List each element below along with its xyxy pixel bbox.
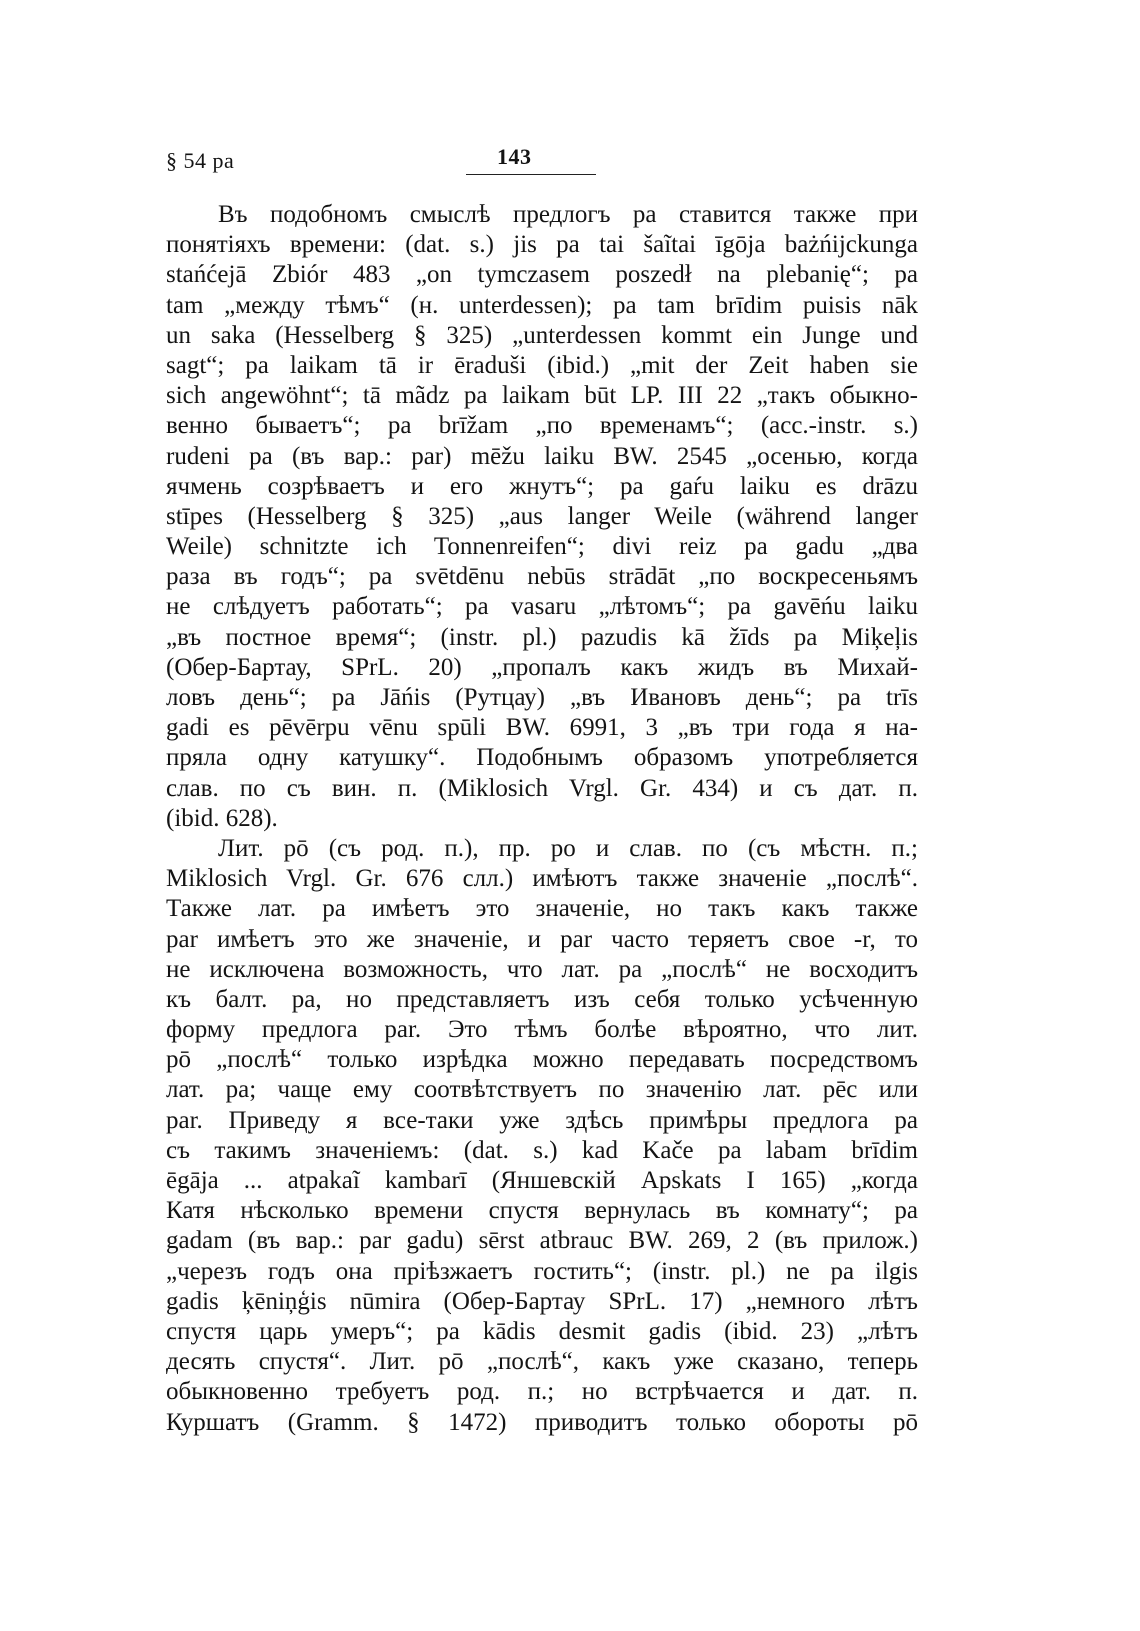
text-line: sagt“; pa laikam tā ir ēraduši (ibid.) „mit der Zeit haben sie <box>166 351 918 379</box>
header-rule <box>466 174 596 175</box>
text-line: (Обер-Бартау, SPrL. 20) „пропалъ какъ жидъ въ Михай- <box>166 653 918 681</box>
text-line: обыкновенно требуетъ род. п.; но встрѣчается и дат. п. <box>166 1378 918 1406</box>
page-number: 143 <box>497 144 532 169</box>
text-line: gadam (въ вар.: par gadu) sērst atbrauc BW. 269, 2 (въ прилож.) <box>166 1227 918 1255</box>
text-line: спустя царь умеръ“; pa kādis desmit gadis (ibid. 23) „лѣтъ <box>166 1317 918 1345</box>
text-line: sich angewöhnt“; tā mãdz pa laikam būt LP. III 22 „такъ обыкно- <box>166 382 918 410</box>
text-line: пряла одну катушку“. Подобнымъ образомъ употребляется <box>166 744 918 772</box>
text-line: stańćejā Zbiór 483 „on tymczasem poszedł na plebanię“; pa <box>166 261 918 289</box>
section-reference: § 54 pa <box>166 148 235 173</box>
text-line: Въ подобномъ смыслѣ предлогъ pa ставится также при <box>218 201 918 228</box>
text-line: ячмень созрѣваетъ и его жнутъ“; pa gaŕu laiku es drāzu <box>166 472 918 500</box>
text-line: Weile) schnitzte ich Tonnenreifen“; divi reiz pa gadu „два <box>166 533 918 561</box>
text-line: pō „послѣ“ только изрѣдка можно передавать посредствомъ <box>166 1046 918 1074</box>
text-line: венно бываетъ“; pa brīžam „по временамъ“; (acc.-instr. s.) <box>166 412 918 440</box>
text-line: къ балт. pa, но представляетъ изъ себя только усѣченную <box>166 985 918 1013</box>
text-line: не исключена возможность, что лат. pa „послѣ“ не восходитъ <box>166 955 918 983</box>
text-line: tam „между тѣмъ“ (н. unterdessen); pa tam brīdim puisis nāk <box>166 291 918 319</box>
body-text <box>166 200 918 1438</box>
text-line: Лит. pō (съ род. п.), пр. po и слав. по (съ мѣстн. п.; <box>218 834 918 862</box>
text-line: un saka (Hesselberg § 325) „unterdessen kommt ein Junge und <box>166 321 918 349</box>
text-line: форму предлога par. Это тѣмъ болѣе вѣроятно, что лит. <box>166 1016 918 1044</box>
text-line: не слѣдуетъ работать“; pa vasaru „лѣтомъ“; pa gavēńu laiku <box>166 593 918 621</box>
text-line: Также лат. pa имѣетъ это значеніе, но такъ какъ также <box>166 895 918 923</box>
text-line: лат. pa; чаще ему соотвѣтствуетъ по значенію лат. pēc или <box>166 1076 918 1104</box>
text-line: десять спустя“. Лит. pō „послѣ“, какъ уже сказано, теперь <box>166 1348 918 1376</box>
text-line: Катя нѣсколько времени спустя вернулась въ комнату“; pa <box>166 1197 918 1225</box>
text-line: stīpes (Hesselberg § 325) „aus langer Weile (während langer <box>166 502 918 530</box>
text-line: слав. по съ вин. п. (Miklosich Vrgl. Gr. 434) и съ дат. п. <box>166 774 918 802</box>
text-line: ловъ день“; pa Jāńis (Рутцау) „въ Ивановъ день“; pa trīs <box>166 684 918 711</box>
text-line: раза въ годъ“; pa svētdēnu nebūs strādāt „по воскресеньямъ <box>166 563 918 591</box>
text-line: „въ постное время“; (instr. pl.) pazudis kā žīds pa Miķeļis <box>166 623 918 651</box>
text-line: (ibid. 628). <box>166 804 278 832</box>
text-line: Куршатъ (Gramm. § 1472) приводитъ только обороты pō <box>166 1408 918 1436</box>
text-line: par имѣетъ это же значеніе, и par часто теряетъ свое -r, то <box>166 925 918 953</box>
text-line: par. Приведу я все-таки уже здѣсь примѣры предлога pa <box>166 1106 918 1134</box>
text-line: ēgāja ... atpakaĩ kambarī (Яншевскій Apskats I 165) „когда <box>166 1167 918 1194</box>
text-line: gadis ķēniņģis nūmira (Обер-Бартау SPrL. 17) „немного лѣтъ <box>166 1287 918 1315</box>
running-header <box>166 144 596 184</box>
text-line: съ такимъ значеніемъ: (dat. s.) kad Kače pa labam brīdim <box>166 1136 918 1164</box>
text-line: rudeni pa (въ вар.: par) mēžu laiku BW. 2545 „осенью, когда <box>166 442 918 470</box>
text-line: Miklosich Vrgl. Gr. 676 слл.) имѣютъ также значеніе „послѣ“. <box>166 865 918 893</box>
text-line: „черезъ годъ она пріѣзжаетъ гостить“; (instr. pl.) ne pa ilgis <box>166 1257 918 1285</box>
text-line: понятіяхъ времени: (dat. s.) jis pa tai šaĩtai īgōja bażńijckunga <box>166 231 918 259</box>
text-line: gadi es pēvērpu vēnu spūli BW. 6991, 3 „въ три года я на- <box>166 714 918 742</box>
